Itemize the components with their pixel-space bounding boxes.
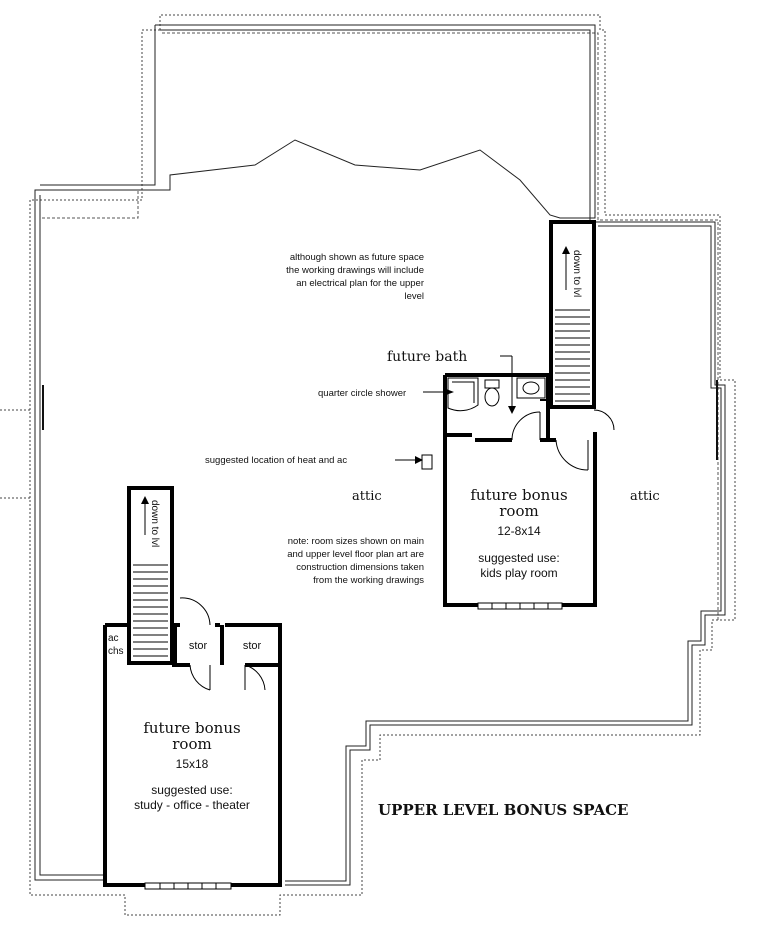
svg-text:the working drawings will incl: the working drawings will include (286, 265, 424, 276)
bath-walls (445, 375, 548, 440)
shower-icon (448, 378, 478, 411)
stair-label-left: down to lvl (149, 500, 160, 548)
electrical-note (286, 252, 424, 302)
svg-text:12-8x14: 12-8x14 (497, 524, 541, 538)
svg-text:stor: stor (242, 640, 262, 652)
svg-text:kids play room: kids play room (480, 566, 558, 580)
svg-text:construction dimensions taken: construction dimensions taken (296, 562, 424, 573)
svg-text:future bonus: future bonus (143, 719, 241, 737)
roof-outline (0, 15, 735, 915)
svg-text:ac: ac (108, 633, 119, 644)
hvac-unit-icon (422, 455, 432, 469)
svg-text:although shown as future space: although shown as future space (289, 252, 424, 263)
svg-text:level: level (404, 291, 424, 302)
shower-arrow-icon (446, 389, 454, 395)
plan-title: UPPER LEVEL BONUS SPACE (378, 801, 629, 819)
attic-label-left: attic (352, 489, 382, 504)
svg-text:suggested use:: suggested use: (151, 783, 233, 797)
room-right-labels (470, 486, 567, 580)
svg-text:room: room (499, 502, 539, 520)
bath-door-icon (512, 412, 540, 440)
shower-callout: quarter circle shower (318, 388, 407, 399)
svg-text:note: room sizes shown on main: note: room sizes shown on main (287, 536, 424, 547)
sink-icon (517, 378, 545, 398)
room-left-window (145, 883, 231, 889)
svg-text:an electrical plan for the upp: an electrical plan for the upper (296, 278, 424, 289)
bath-arrow-icon (508, 406, 516, 414)
stair-door-icon (556, 410, 614, 470)
svg-text:stor: stor (188, 640, 208, 652)
room-size-note (287, 536, 424, 586)
svg-text:study - office - theater: study - office - theater (134, 798, 250, 812)
callout-leaders (395, 356, 512, 460)
future-bath-label: future bath (387, 349, 468, 365)
stor-labels (189, 640, 262, 652)
svg-text:future bonus: future bonus (470, 486, 568, 504)
svg-text:and upper level floor plan art: and upper level floor plan art are (287, 549, 424, 560)
svg-text:suggested use:: suggested use: (478, 551, 560, 565)
closet-label (108, 633, 124, 657)
svg-text:room: room (172, 735, 212, 753)
room-left-labels (134, 719, 250, 812)
attic-label-right: attic (630, 489, 660, 504)
stair-label-right: down to lvl (571, 250, 582, 298)
room-right-window (478, 603, 562, 609)
svg-text:from the working drawings: from the working drawings (313, 575, 424, 586)
svg-text:15x18: 15x18 (175, 757, 209, 771)
heat-callout: suggested location of heat and ac (205, 455, 348, 466)
toilet-icon (485, 380, 499, 406)
svg-text:chs: chs (108, 646, 124, 657)
inner-roof-outline (42, 33, 718, 620)
